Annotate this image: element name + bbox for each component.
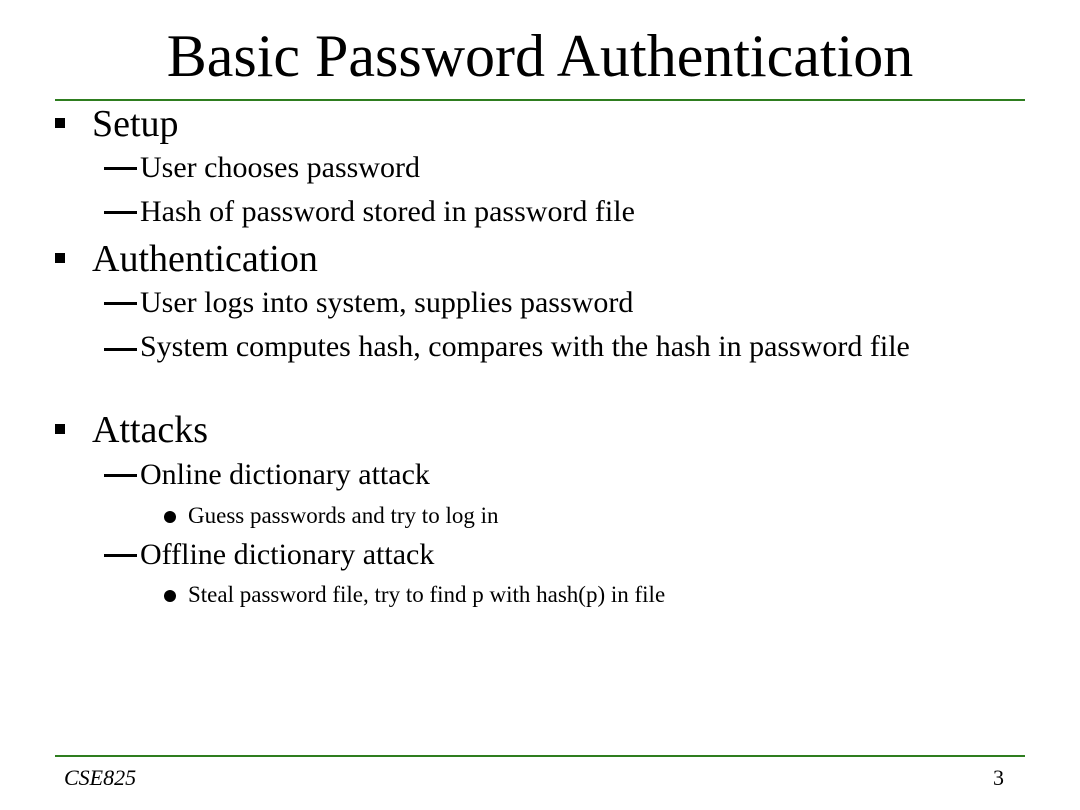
bullet-authentication [92,239,318,279]
sub-bullet [140,288,633,318]
sub-bullet [140,330,1020,363]
sub-bullet [140,540,434,570]
square-bullet-icon [55,118,65,128]
bullet-setup [92,104,179,144]
sub-bullet [140,460,430,490]
dash-bullet-icon [104,348,137,351]
sub-bullet-text: Online dictionary attack [140,458,430,491]
dash-bullet-icon [104,302,137,305]
sub-sub-bullet [188,503,498,529]
footer-course: CSE825 [64,765,137,790]
sub-sub-bullet-text: Steal password file, try to find p with hash(p) in file [188,582,666,607]
sub-bullet [140,153,420,183]
dot-bullet-icon [164,590,176,602]
sub-bullet [140,197,635,227]
sub-sub-bullet-text: Guess passwords and try to log in [188,503,499,528]
square-bullet-icon [55,253,65,263]
bullet-authentication-text: Authentication [92,238,318,280]
dash-bullet-icon [104,167,137,170]
sub-sub-bullet [188,582,665,608]
square-bullet-icon [55,424,65,434]
sub-bullet-text: System computes hash, compares with the hash in password file [140,330,910,363]
dash-bullet-icon [104,474,137,477]
dot-bullet-icon [164,511,176,523]
sub-bullet-text: User logs into system, supplies password [140,286,634,319]
sub-bullet-text: Offline dictionary attack [140,538,435,571]
sub-bullet-text: Hash of password stored in password file [140,195,635,228]
bullet-attacks [92,410,208,450]
footer-divider [55,755,1025,757]
sub-bullet-text: User chooses password [140,151,420,184]
dash-bullet-icon [104,554,137,557]
page-number: 3 [993,765,1004,790]
dash-bullet-icon [104,211,137,214]
slide-title: Basic Password Authentication [166,23,914,89]
bullet-setup-text: Setup [92,103,179,145]
bullet-attacks-text: Attacks [92,409,209,451]
